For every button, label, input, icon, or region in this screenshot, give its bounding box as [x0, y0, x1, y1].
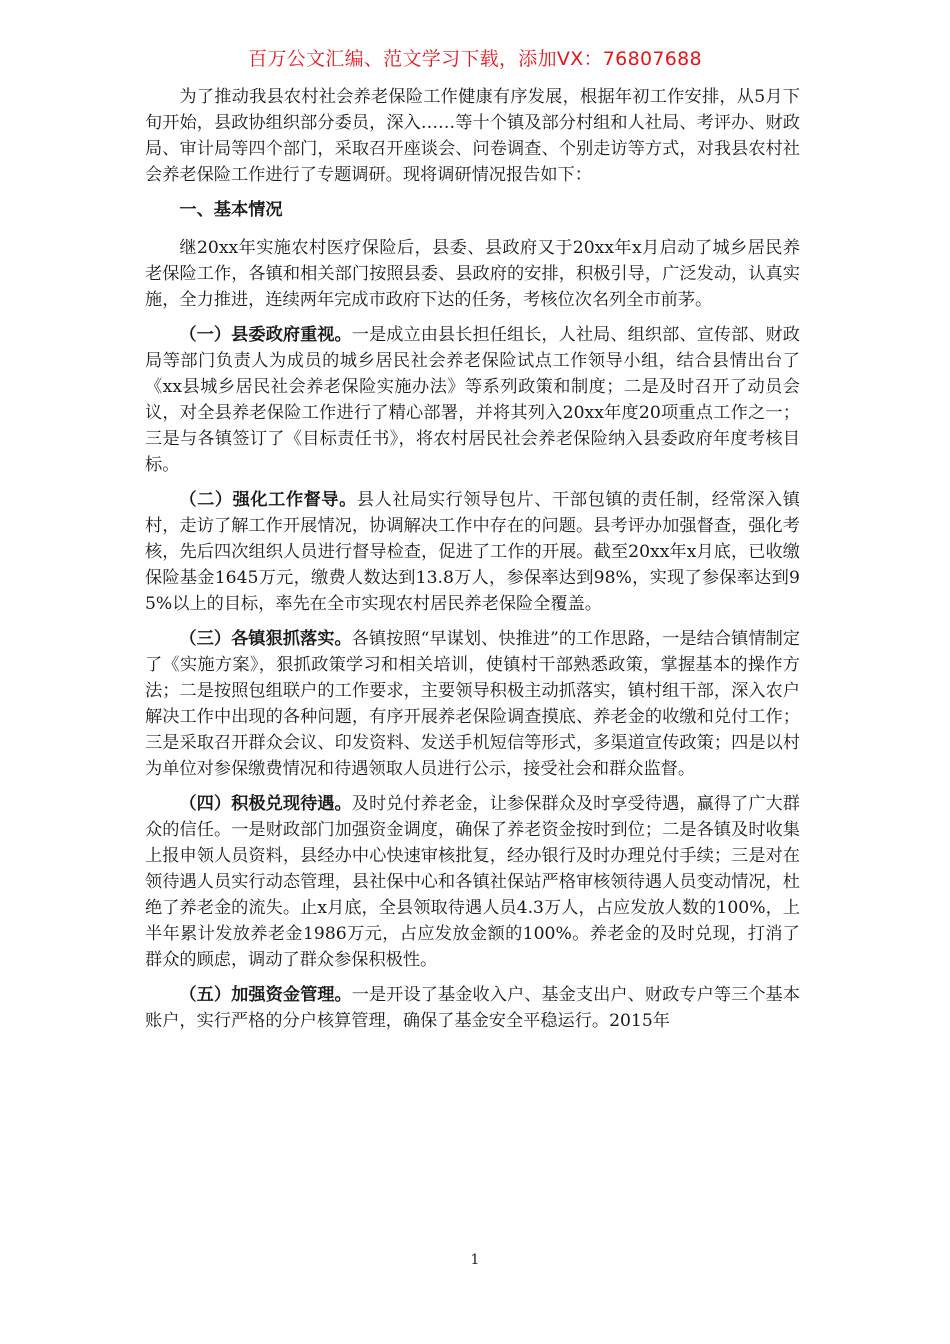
- section-paragraph: 继20xx年实施农村医疗保险后，县委、县政府又于20xx年x月启动了城乡居民养老保险工作，各镇和相关部门按照县委、县政府的安排，积极引导，广泛发动，认真实施，全力推进，连续两年完成市政府下达的任务，考核位次名列全市前茅。: [145, 238, 800, 310]
- item-paragraph-4: [145, 791, 800, 973]
- intro-paragraph: 为了推动我县农村社会养老保险工作健康有序发展，根据年初工作安排，从5月下旬开始，县政协组织部分委员，深入……等十个镇及部分村组和人社局、考评办、财政局、审计局等四个部门，采取召开座谈会、问卷调查、个别走访等方式，对我县农村社会养老保险工作进行了专题调研。现将调研情况报告如下：: [145, 87, 800, 185]
- item-lead: （一）县委政府重视。: [179, 325, 352, 345]
- item-text: 一是成立由县长担任组长，人社局、组织部、宣传部、财政局等部门负责人为成员的城乡居民社会养老保险试点工作领导小组，结合县情出台了《xx县城乡居民社会养老保险实施办法》等系列政策和制度；二是及时召开了动员会议，对全县养老保险工作进行了精心部署，并将其列入20xx年度20项重点工作之一；三是与各镇签订了《目标责任书》，将农村居民社会养老保险纳入县委政府年度考核目标。: [145, 325, 800, 475]
- item-paragraph-5: [145, 982, 800, 1034]
- item-text: 县人社局实行领导包片、干部包镇的责任制，经常深入镇村，走访了解工作开展情况，协调解决工作中存在的问题。县考评办加强督查，强化考核，先后四次组织人员进行督导检查，促进了工作的开展。截至20xx年x月底，已收缴保险基金1645万元，缴费人数达到13.8万人，参保率达到98%，实现了参保率达到95%以上的目标，率先在全市实现农村居民养老保险全覆盖。: [145, 490, 800, 614]
- item-paragraph-1: [145, 322, 800, 478]
- item-lead: （三）各镇狠抓落实。: [179, 629, 352, 649]
- item-paragraph-2: [145, 487, 800, 617]
- page-number: 1: [470, 1252, 480, 1268]
- section-heading: 一、基本情况: [179, 200, 283, 220]
- item-lead: （二）强化工作督导。: [179, 490, 357, 510]
- page-header-banner: 百万公文汇编、范文学习下载，添加VX：76807688: [248, 48, 702, 70]
- item-lead: （五）加强资金管理。: [179, 985, 352, 1005]
- item-paragraph-3: [145, 626, 800, 782]
- item-text: 一是开设了基金收入户、基金支出户、财政专户等三个基本账户，实行严格的分户核算管理，确保了基金安全平稳运行。2015年: [145, 985, 800, 1031]
- item-text: 各镇按照“早谋划、快推进”的工作思路，一是结合镇情制定了《实施方案》，狠抓政策学习和相关培训，使镇村干部熟悉政策，掌握基本的操作方法；二是按照包组联户的工作要求，主要领导积极主动抓落实，镇村组干部，深入农户解决工作中出现的各种问题，有序开展养老保险调查摸底、养老金的收缴和兑付工作；三是采取召开群众会议、印发资料、发送手机短信等形式，多渠道宣传政策；四是以村为单位对参保缴费情况和待遇领取人员进行公示，接受社会和群众监督。: [145, 629, 800, 779]
- document-body: [145, 84, 800, 1043]
- item-text: 及时兑付养老金，让参保群众及时享受待遇，赢得了广大群众的信任。一是财政部门加强资金调度，确保了养老资金按时到位；二是各镇及时收集上报申领人员资料，县经办中心快速审核批复，经办银行及时办理兑付手续；三是对在领待遇人员实行动态管理，县社保中心和各镇社保站严格审核领待遇人员变动情况，杜绝了养老金的流失。止x月底，全县领取待遇人员4.3万人，占应发放人数的100%，上半年累计发放养老金1986万元，占应发放金额的100%。养老金的及时兑现，打消了群众的顾虑，调动了群众参保积极性。: [145, 794, 800, 970]
- item-lead: （四）积极兑现待遇。: [179, 794, 352, 814]
